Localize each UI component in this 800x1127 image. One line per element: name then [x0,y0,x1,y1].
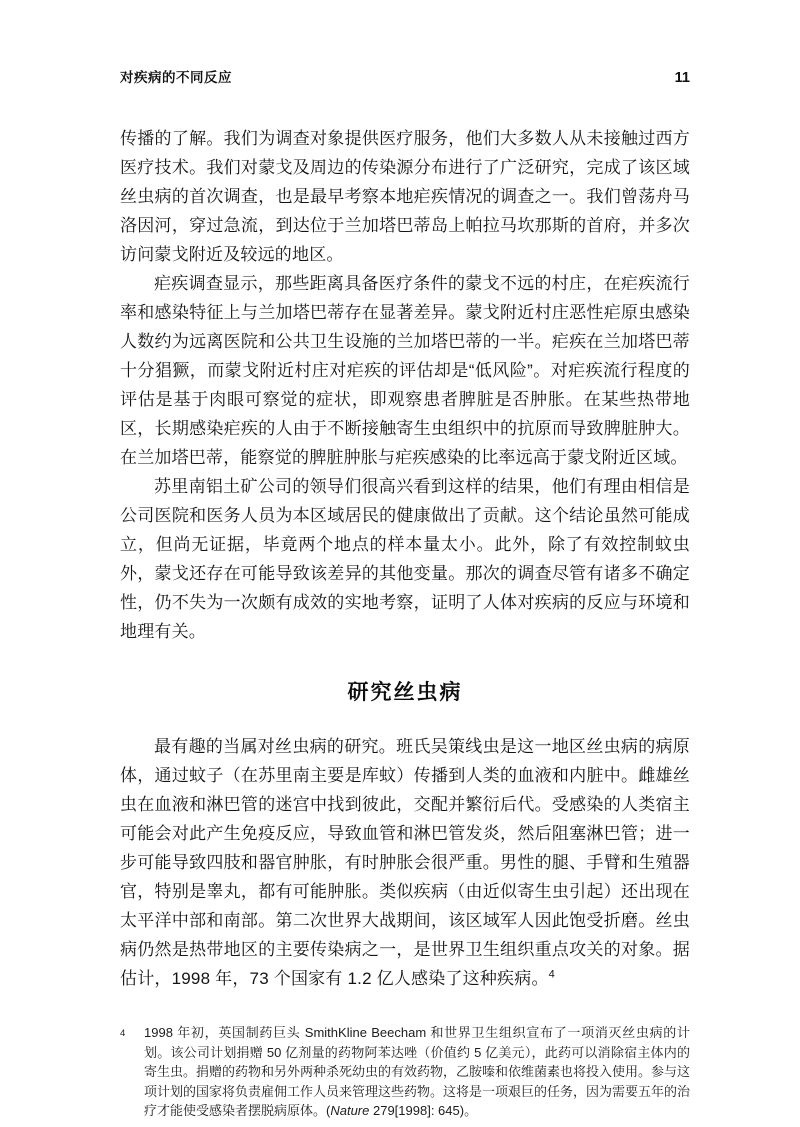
section-heading: 研究丝虫病 [347,681,463,704]
footnote-text [144,1023,690,1121]
journal-name: Nature [330,1103,370,1118]
running-header [120,66,690,86]
footnote [120,1023,690,1121]
footnote-text-part1: 1998 年初，英国制药巨头 SmithKline Beecham 和世界卫生组织宣布了一项消灭丝虫病的计划。该公司计划捐赠 50 亿剂量的药物阿苯达唑（价值约 5 亿美元），此药可以消除宿主体内的寄生虫。捐赠的药物和另外两种杀死幼虫的有效药物，乙胺嗪和依维菌素也将投入使用。参与这项计划的国家将负责雇佣工作人员来管理这些药物。这将是一项艰巨的任务，因为需要五年的治疗才能使受感染者摆脱病原体。( [144,1025,691,1118]
paragraph-4-text: 最有趣的当属对丝虫病的研究。班氏吴策线虫是这一地区丝虫病的病原体，通过蚊子（在苏里南主要是库蚊）传播到人类的血液和内脏中。雌雄丝虫在血液和淋巴管的迷宫中找到彼此，交配并繁衍后代。受感染的人类宿主可能会对此产生免疫反应，导致血管和淋巴管发炎，然后阻塞淋巴管；进一步可能导致四肢和器官肿胀，有时肿胀会很严重。男性的腿、手臂和生殖器官，特别是睾丸，都有可能肿胀。类似疾病（由近似寄生虫引起）还出现在太平洋中部和南部。第二次世界大战期间，该区域军人因此饱受折磨。丝虫病仍然是热带地区的主要传染病之一，是世界卫生组织重点攻关的对象。据估计，1998 年，73 个国家有 1.2 亿人感染了这种疾病。 [120,737,690,988]
paragraph-3: 苏里南铝土矿公司的领导们很高兴看到这样的结果，他们有理由相信是公司医院和医务人员为本区域居民的健康做出了贡献。这个结论虽然可能成立，但尚无证据，毕竟两个地点的样本量太小。此外，除了有效控制蚊虫外，蒙戈还存在可能导致该差异的其他变量。那次的调查尽管有诸多不确定性，仍不失为一次颇有成效的实地考察，证明了人体对疾病的反应与环境和地理有关。 [120,477,690,641]
page-number: 11 [674,70,690,86]
paragraph-1: 传播的了解。我们为调查对象提供医疗服务，他们大多数人从未接触过西方医疗技术。我们对蒙戈及周边的传染源分布进行了广泛研究，完成了该区域丝虫病的首次调查，也是最早考察本地疟疾情况的调查之一。我们曾荡舟马洛因河，穿过急流，到达位于兰加塔巴蒂岛上帕拉马坎那斯的首府，并多次访问蒙戈附近及较远的地区。 [120,129,690,264]
paragraph-4 [120,732,690,993]
body-text [120,124,690,993]
paragraph-2: 疟疾调查显示，那些距离具备医疗条件的蒙戈不远的村庄，在疟疾流行率和感染特征上与兰加塔巴蒂存在显著差异。蒙戈附近村庄恶性疟原虫感染人数约为远离医院和公共卫生设施的兰加塔巴蒂的一半。疟疾在兰加塔巴蒂十分猖獗，而蒙戈附近村庄对疟疾的评估却是“低风险”。对疟疾流行程度的评估是基于肉眼可察觉的症状，即观察患者脾脏是否肿胀。在某些热带地区，长期感染疟疾的人由于不断接触寄生虫组织中的抗原而导致脾脏肿大。在兰加塔巴蒂，能察觉的脾脏肿胀与疟疾感染的比率远高于蒙戈附近区域。 [120,274,690,467]
footnote-reference: 4 [548,968,555,981]
footnote-marker: 4 [120,1028,126,1039]
footnote-text-part2: 279[1998]: 645)。 [369,1103,478,1118]
running-head-title: 对疾病的不同反应 [120,70,232,85]
